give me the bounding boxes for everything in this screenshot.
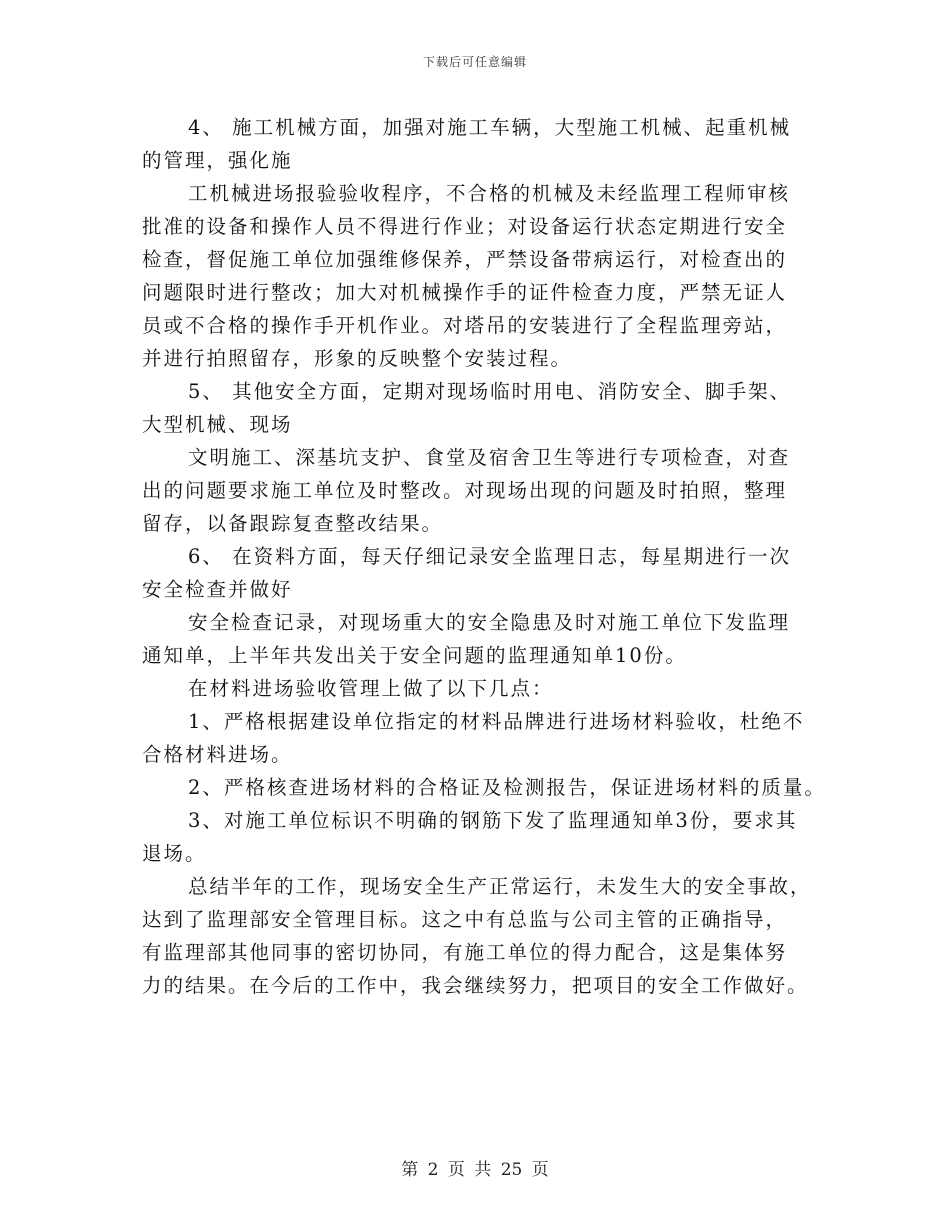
- page-footer: 第 2 页 共 25 页: [401, 1160, 549, 1180]
- body-line: 并进行拍照留存，形象的反映整个安装过程。: [142, 347, 573, 370]
- body-line: 批准的设备和操作人员不得进行作业；对设备运行状态定期进行安全: [142, 215, 788, 238]
- body-line: 安全检查记录，对现场重大的安全隐患及时对施工单位下发监理: [188, 611, 791, 634]
- body-line: 3、对施工单位标识不明确的钢筋下发了监理通知单3份，要求其: [188, 809, 798, 832]
- body-line: 总结半年的工作，现场安全生产正常运行，未发生大的安全事故，: [188, 875, 812, 898]
- body-line: 2、严格核查进场材料的合格证及检测报告，保证进场材料的质量。: [188, 776, 826, 799]
- body-line: 6、 在资料方面，每天仔细记录安全监理日志，每星期进行一次: [188, 545, 792, 568]
- body-line: 的管理，强化施: [142, 149, 293, 172]
- body-line: 在材料进场验收管理上做了以下几点：: [188, 677, 554, 700]
- body-line: 有监理部其他同事的密切协同，有施工单位的得力配合，这是集体努: [142, 941, 788, 964]
- body-line: 合格材料进场。: [142, 743, 293, 766]
- body-line: 问题限时进行整改；加大对机械操作手的证件检查力度，严禁无证人: [142, 281, 788, 304]
- body-line: 达到了监理部安全管理目标。这之中有总监与公司主管的正确指导，: [142, 908, 788, 931]
- document-body: [142, 111, 826, 1002]
- body-line: 留存，以备跟踪复查整改结果。: [142, 512, 444, 535]
- page-header: 下载后可任意编辑: [422, 55, 527, 69]
- body-line: 工机械进场报验验收程序，不合格的机械及未经监理工程师审核: [188, 182, 791, 205]
- body-line: 员或不合格的操作手开机作业。对塔吊的安装进行了全程监理旁站，: [142, 314, 788, 337]
- body-line: 4、 施工机械方面，加强对施工车辆，大型施工机械、起重机械: [188, 116, 792, 139]
- body-line: 出的问题要求施工单位及时整改。对现场出现的问题及时拍照，整理: [142, 479, 788, 502]
- body-line: 检查，督促施工单位加强维修保养，严禁设备带病运行，对检查出的: [142, 248, 788, 271]
- body-line: 力的结果。在今后的工作中，我会继续努力，把项目的安全工作做好。: [142, 974, 809, 997]
- body-line: 1、严格根据建设单位指定的材料品牌进行进场材料验收，杜绝不: [188, 710, 805, 733]
- body-line: 安全检查并做好: [142, 578, 293, 601]
- body-line: 通知单，上半年共发出关于安全问题的监理通知单10份。: [142, 644, 687, 667]
- body-line: 5、 其他安全方面，定期对现场临时用电、消防安全、脚手架、: [188, 380, 792, 403]
- body-line: 大型机械、现场: [142, 413, 293, 436]
- body-line: 退场。: [142, 842, 207, 865]
- body-line: 文明施工、深基坑支护、食堂及宿舍卫生等进行专项检查，对查: [188, 446, 791, 469]
